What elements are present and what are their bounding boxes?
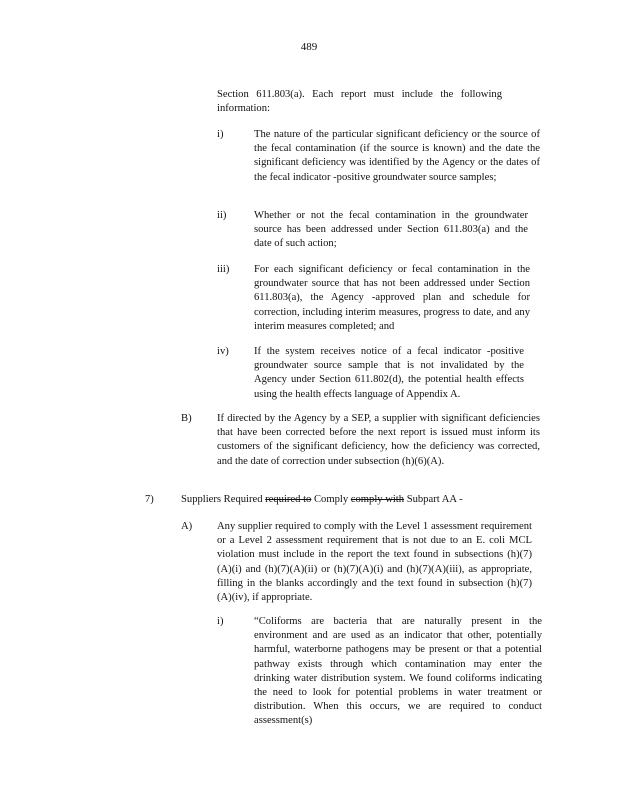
item-7-heading xyxy=(181,493,541,507)
item-7-middle: Comply xyxy=(311,494,351,505)
item-a-i-label: i) xyxy=(217,616,224,627)
item-ii-text: Whether or not the fecal contamination in the groundwater source has been addressed under Section 611.803(a) and the date of such action; xyxy=(254,210,528,250)
item-7-label: 7) xyxy=(145,494,154,505)
item-i-label: i) xyxy=(217,129,224,140)
item-7-struck-text-1: required to xyxy=(265,494,312,505)
page-number: 489 xyxy=(300,41,318,53)
item-iii-text: For each significant deficiency or fecal contamination in the groundwater source that has not been addressed under Section 611.803(a), the Agency -approved plan and schedule for correction, including interim measures, progress to date, and any interim measures completed; and xyxy=(254,264,530,332)
item-i-text: The nature of the particular significant deficiency or the source of the fecal contamination (if the source is known) and the date the significant deficiency was identified by the Agency or the dates of the fecal indicator -positive groundwater source samples; xyxy=(254,129,540,183)
item-7-prefix: Suppliers Required xyxy=(181,494,266,505)
intro-paragraph: Section 611.803(a). Each report must include the following information: xyxy=(217,89,502,115)
item-a-text: Any supplier required to comply with the Level 1 assessment requirement or a Level 2 assessment requirement that is not due to an E. coli MCL violation must include in the report the text found in subsections (h)(7)(A)(i) and (h)(7)(A)(ii) or (h)(7)(A)(i) and (h)(7)(A)(iii), as appropriate, filling in the blanks accordingly and the text found in subsection (h)(7)(A)(iv), if appropriate. xyxy=(217,521,532,604)
item-7-suffix: Subpart AA xyxy=(404,494,457,505)
item-ii-label: ii) xyxy=(217,210,227,221)
item-7-trailing-mark: - xyxy=(456,494,463,505)
item-b-label: B) xyxy=(181,413,192,424)
item-a-label: A) xyxy=(181,521,193,532)
item-b-text: If directed by the Agency by a SEP, a supplier with significant deficiencies that have been corrected before the next report is issued must inform its customers of the significant deficiency, how the deficiency was corrected, and the date of correction under subsection (h)(6)(A). xyxy=(217,413,540,467)
item-a-i-text: “Coliforms are bacteria that are naturally present in the environment and are used as an indicator that other, potentially harmful, waterborne pathogens may be present or that a potential pathway exists through which contamination may enter the drinking water distribution system. We found coliforms indicating the need to look for potential problems in water treatment or distribution. When this occurs, we are required to conduct assessment(s) xyxy=(254,616,542,727)
item-iv-label: iv) xyxy=(217,346,229,357)
item-iv-text: If the system receives notice of a fecal indicator -positive groundwater source sample that is not invalidated by the Agency under Section 611.802(d), the potential health effects using the health effects language of Appendix A. xyxy=(254,346,524,400)
item-iii-label: iii) xyxy=(217,264,230,275)
item-7-struck-text-2: comply with xyxy=(350,494,405,505)
